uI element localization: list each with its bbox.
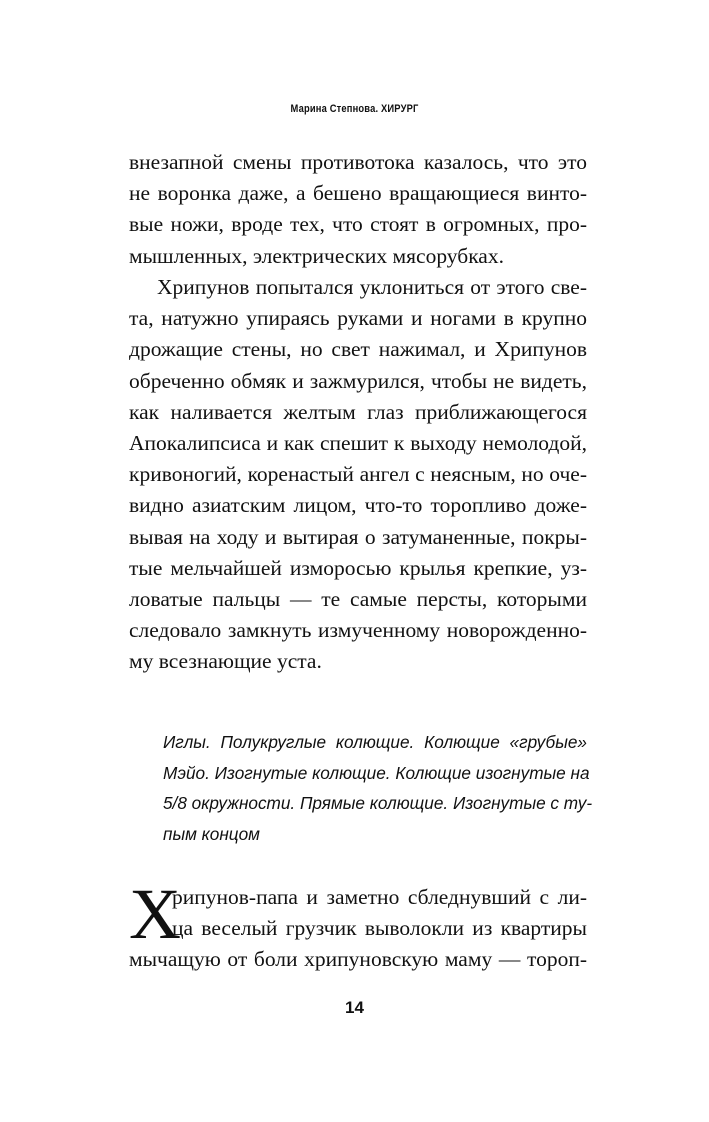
paragraph-2-line: следовало замкнуть измученному новорожденно- xyxy=(129,618,587,643)
paragraph-2-line: видно азиатским лицом, что-то торопливо доже- xyxy=(129,493,587,518)
paragraph-2 xyxy=(129,272,587,678)
paragraph-1-line: не воронка даже, а бешено вращающиеся винто- xyxy=(129,181,587,206)
paragraph-2-line: кривоногий, коренастый ангел с неясным, но оче- xyxy=(129,462,587,487)
running-head: Марина Степнова. ХИРУРГ xyxy=(290,103,419,115)
paragraph-1 xyxy=(129,147,587,272)
epigraph xyxy=(163,727,593,849)
epigraph-line: пым концом xyxy=(163,823,260,844)
paragraph-2-line: дрожащие стены, но свет нажимал, и Хрипунов xyxy=(129,337,587,362)
drop-cap: Х xyxy=(129,874,181,954)
paragraph-2-line: тые мельчайшей изморосью крылья крепкие, уз- xyxy=(129,555,587,580)
paragraph-3-line: рипунов-папа и заметно сбледнувший с ли- xyxy=(172,885,587,909)
paragraph-2-line: вывая на ходу и вытирая о затуманенные, покры- xyxy=(129,524,587,549)
paragraph-1-line: внезапной смены противотока казалось, что это xyxy=(129,150,587,174)
epigraph-line: 5/8 окружности. Прямые колющие. Изогнутые с ту- xyxy=(163,793,593,813)
paragraph-2-line: Апокалипсиса и как спешит к выходу немолодой, xyxy=(129,431,587,456)
paragraph-2-line: обреченно обмяк и зажмурился, чтобы не видеть, xyxy=(129,368,587,393)
epigraph-line: Мэйо. Изогнутые колющие. Колющие изогнутые на xyxy=(163,762,590,783)
paragraph-2-line: та, натужно упираясь руками и ногами в крупно xyxy=(129,306,587,331)
paragraph-3 xyxy=(129,874,587,976)
paragraph-3-line: ца веселый грузчик выволокли из квартиры xyxy=(172,916,587,941)
page-number: 14 xyxy=(345,998,364,1017)
paragraph-2-line: ловатые пальцы — те самые персты, которыми xyxy=(129,587,587,612)
epigraph-line: Иглы. Полукруглые колющие. Колющие «грубые» xyxy=(163,732,587,752)
paragraph-2-line: му всезнающие уста. xyxy=(129,649,322,674)
paragraph-1-line: мышленных, электрических мясорубках. xyxy=(129,243,504,268)
paragraph-3-line: мычащую от боли хрипуновскую маму — тороп- xyxy=(129,947,587,972)
paragraph-2-line: Хрипунов попытался уклониться от этого све- xyxy=(157,275,587,299)
paragraph-1-line: вые ножи, вроде тех, что стоят в огромных, про- xyxy=(129,212,587,237)
paragraph-2-line: как наливается желтым глаз приближающегося xyxy=(129,399,587,424)
